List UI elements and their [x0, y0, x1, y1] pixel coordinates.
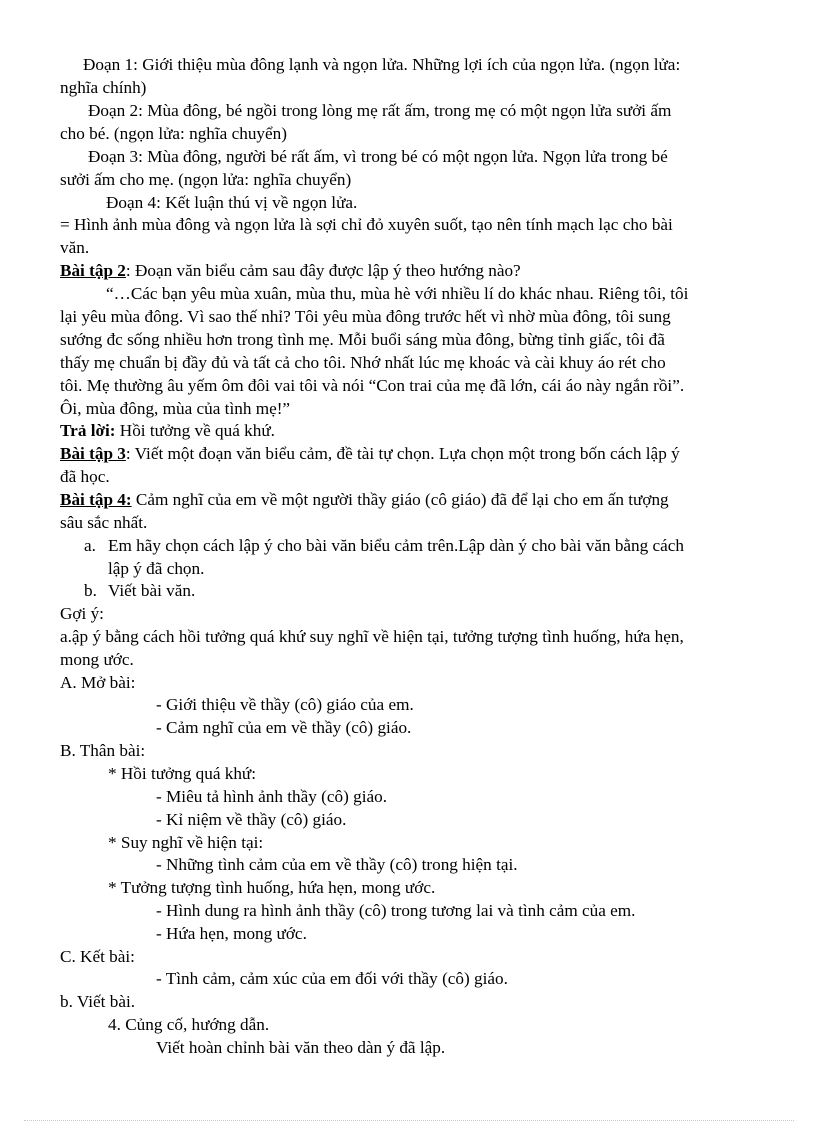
section-b1-item-2: - Kỉ niệm về thầy (cô) giáo.: [156, 810, 347, 829]
page-bottom-divider: [24, 1120, 794, 1121]
section-b3-item-1: - Hình dung ra hình ảnh thầy (cô) trong tương lai và tình cảm của em.: [156, 901, 636, 920]
section-c-heading: C. Kết bài:: [60, 947, 135, 966]
section-b3-item-2: - Hứa hẹn, mong ước.: [156, 924, 307, 943]
section-b-heading: B. Thân bài:: [60, 741, 146, 760]
bai-tap-4-label: Bài tập 4:: [60, 490, 132, 509]
quote-line-2: lại yêu mùa đông. Vì sao thế nhỉ? Tôi yêu mùa đông trước hết vì nhờ mùa đông, tôi sung: [60, 307, 671, 326]
goi-y-intro-2: mong ước.: [60, 650, 134, 669]
answer-line: [60, 420, 275, 443]
doan-1-line-1: Đoạn 1: Giới thiệu mùa đông lạnh và ngọn lửa. Những lợi ích của ngọn lửa. (ngọn lửa:: [83, 55, 681, 74]
quote-line-5: tôi. Mẹ thường âu yếm ôm đôi vai tôi và nói “Con trai của mẹ đã lớn, cái áo này ngắn rồi”.: [60, 376, 685, 395]
bai-tap-3-text-1: : Viết một đoạn văn biểu cảm, đề tài tự chọn. Lựa chọn một trong bốn cách lập ý: [125, 444, 680, 463]
section-b1-heading: * Hồi tưởng quá khứ:: [108, 764, 257, 783]
section-b2-heading: * Suy nghĩ về hiện tại:: [108, 833, 264, 852]
quote-line-6: Ôi, mùa đông, mùa của tình mẹ!”: [60, 399, 291, 418]
item-a-line-1: Em hãy chọn cách lập ý cho bài văn biểu cảm trên.Lập dàn ý cho bài văn bằng cách: [108, 536, 685, 555]
bai-tap-2-label: Bài tập 2: [60, 261, 126, 280]
doan-2-line-2: cho bé. (ngọn lửa: nghĩa chuyển): [60, 124, 287, 143]
section-b3-heading: * Tưởng tượng tình huống, hứa hẹn, mong ước.: [108, 878, 436, 897]
doan-3-line-1: Đoạn 3: Mùa đông, người bé rất ấm, vì trong bé có một ngọn lửa. Ngọn lửa trong bé: [88, 147, 668, 166]
item-b-text: Viết bài văn.: [108, 581, 196, 600]
answer-label: Trả lời:: [60, 421, 116, 440]
section-a-heading: A. Mở bài:: [60, 673, 136, 692]
quote-line-4: thấy mẹ chuẩn bị đầy đủ và tất cả cho tôi. Nhớ nhất lúc mẹ khoác và cài khuy áo rét cho: [60, 353, 666, 372]
conclusion-line-1: = Hình ảnh mùa đông và ngọn lửa là sợi chỉ đỏ xuyên suốt, tạo nên tính mạch lạc cho bài: [60, 215, 673, 234]
goi-y-title: Gợi ý:: [60, 604, 104, 623]
answer-text: Hồi tưởng về quá khứ.: [115, 421, 275, 440]
viet-bai-heading: b. Viết bài.: [60, 992, 136, 1011]
bai-tap-3-label: Bài tập 3: [60, 444, 126, 463]
bai-tap-4-heading: [60, 489, 669, 512]
bai-tap-4-text-1: Cảm nghĩ của em về một người thầy giáo (cô giáo) đã để lại cho em ấn tượng: [131, 490, 669, 509]
bai-tap-3-text-2: đã học.: [60, 467, 110, 486]
bai-tap-2-heading: [60, 260, 521, 283]
item-a-line-2: lập ý đã chọn.: [108, 559, 205, 578]
section-a-item-1: - Giới thiệu về thầy (cô) giáo của em.: [156, 695, 414, 714]
section-c-item-1: - Tình cảm, cảm xúc của em đối với thầy (cô) giáo.: [156, 969, 508, 988]
doan-1-line-2: nghĩa chính): [60, 78, 147, 97]
quote-line-1: “…Các bạn yêu mùa xuân, mùa thu, mùa hè với nhiều lí do khác nhau. Riêng tôi, tôi: [106, 284, 689, 303]
bai-tap-2-question: : Đoạn văn biểu cảm sau đây được lập ý theo hướng nào?: [125, 261, 521, 280]
conclusion-line-2: văn.: [60, 238, 90, 257]
item-b-marker: b.: [84, 581, 97, 600]
step-4-text: Viết hoàn chỉnh bài văn theo dàn ý đã lập.: [156, 1038, 446, 1057]
step-4-heading: 4. Củng cố, hướng dẫn.: [108, 1015, 270, 1034]
bai-tap-3-heading: [60, 443, 680, 466]
quote-line-3: sướng đc sống nhiều hơn trong tình mẹ. Mỗi buổi sáng mùa đông, bừng tỉnh giấc, tôi đã: [60, 330, 665, 349]
doan-3-line-2: sưởi ấm cho mẹ. (ngọn lửa: nghĩa chuyển): [60, 170, 352, 189]
section-b2-item-1: - Những tình cảm của em về thầy (cô) trong hiện tại.: [156, 855, 518, 874]
section-a-item-2: - Cảm nghĩ của em về thầy (cô) giáo.: [156, 718, 412, 737]
bai-tap-4-text-2: sâu sắc nhất.: [60, 513, 148, 532]
doan-2-line-1: Đoạn 2: Mùa đông, bé ngồi trong lòng mẹ rất ấm, trong mẹ có một ngọn lửa sưởi ấm: [88, 101, 672, 120]
doan-4: Đoạn 4: Kết luận thú vị về ngọn lửa.: [106, 193, 358, 212]
goi-y-intro-1: a.ập ý bằng cách hồi tưởng quá khứ suy nghĩ về hiện tại, tưởng tượng tình huống, hứa hẹn,: [60, 627, 684, 646]
section-b1-item-1: - Miêu tả hình ảnh thầy (cô) giáo.: [156, 787, 388, 806]
item-a-marker: a.: [84, 536, 96, 555]
